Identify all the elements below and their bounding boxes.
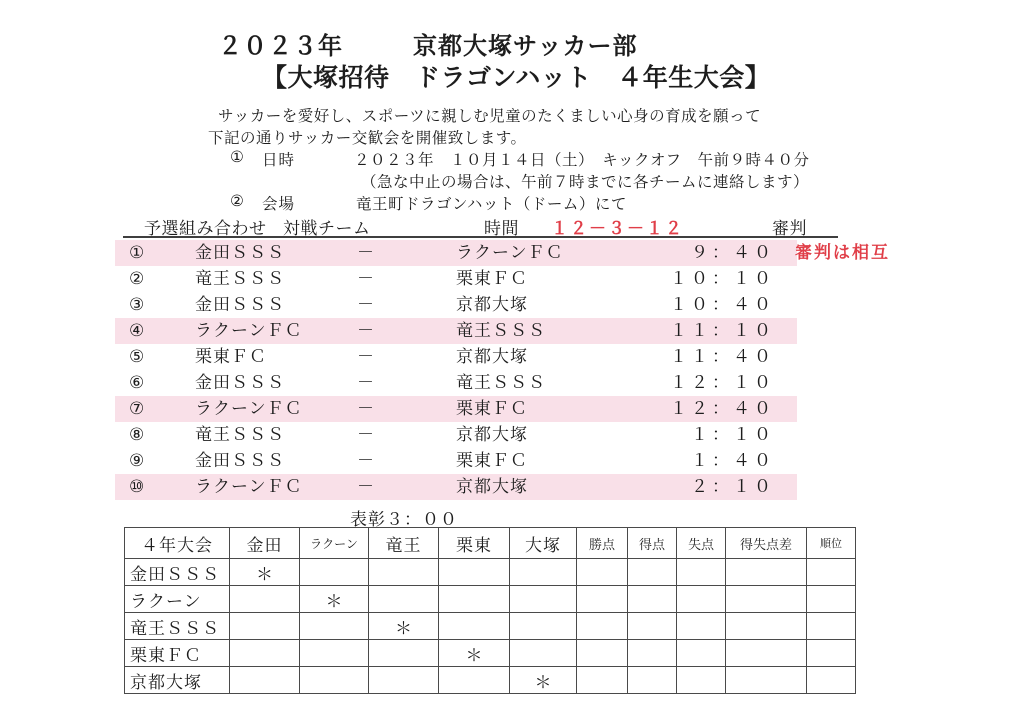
awards-time: 表彰３：００ [350, 510, 458, 529]
standings-header-cell: 勝点 [577, 528, 628, 559]
standings-row [125, 640, 856, 667]
home-team: 金田ＳＳＳ [195, 243, 285, 262]
info-2-number: ② [230, 193, 244, 210]
match-number: ⑨ [129, 451, 145, 470]
standings-cell [230, 640, 300, 667]
standings-cell [677, 586, 726, 613]
schedule-time-code: １２－３－１２ [551, 219, 684, 238]
standings-cell [628, 667, 677, 694]
standings-cell [628, 613, 677, 640]
standings-team-cell: 竜王ＳＳＳ [125, 613, 230, 640]
standings-header-cell: 栗東 [439, 528, 510, 559]
standings-cell [677, 613, 726, 640]
match-row [115, 448, 797, 474]
standings-team-cell: 栗東ＦＣ [125, 640, 230, 667]
title-subtitle: 【大塚招待 ドラゴンハット ４年生大会】 [262, 65, 771, 92]
standings-header-cell: 得失点差 [726, 528, 807, 559]
standings-cell [439, 667, 510, 694]
match-number: ⑦ [129, 399, 145, 418]
away-team: 京都大塚 [456, 295, 528, 314]
schedule-header-referee: 審判 [772, 219, 807, 238]
standings-cell [577, 640, 628, 667]
match-time: １：４０ [691, 451, 775, 470]
match-row [115, 318, 797, 344]
standings-cell [510, 586, 577, 613]
standings-header-cell: ４年大会 [125, 528, 230, 559]
vs-dash: － [357, 243, 374, 262]
standings-cell [510, 640, 577, 667]
standings-header-row [125, 528, 856, 559]
standings-cell [726, 613, 807, 640]
standings-cell [577, 667, 628, 694]
standings-team-cell: 京都大塚 [125, 667, 230, 694]
match-time: １２：４０ [670, 399, 775, 418]
standings-cell [807, 640, 856, 667]
away-team: 栗東ＦＣ [456, 399, 528, 418]
referee-note: 審判は相互 [795, 243, 890, 262]
match-number: ① [129, 243, 145, 262]
standings-cell [807, 613, 856, 640]
info-1-label: 日時 [262, 152, 296, 169]
standings-cell: ＊ [510, 667, 577, 694]
home-team: 竜王ＳＳＳ [195, 269, 285, 288]
home-team: 金田ＳＳＳ [195, 451, 285, 470]
away-team: 京都大塚 [456, 477, 528, 496]
info-1-text: ２０２３年 １０月１４日（土） キックオフ 午前９時４０分 [354, 152, 810, 169]
standings-cell [726, 667, 807, 694]
match-time: ２：１０ [691, 477, 775, 496]
match-number: ⑩ [129, 477, 145, 496]
standings-cell [230, 667, 300, 694]
home-team: 金田ＳＳＳ [195, 373, 285, 392]
title-year: ２０２３年 [218, 34, 343, 60]
away-team: 京都大塚 [456, 425, 528, 444]
vs-dash: － [357, 399, 374, 418]
standings-cell [577, 586, 628, 613]
away-team: 竜王ＳＳＳ [456, 321, 546, 340]
standings-cell [677, 559, 726, 586]
info-2-text: 竜王町ドラゴンハット（ドーム）にて [356, 196, 627, 213]
standings-header-cell: 失点 [677, 528, 726, 559]
match-row [115, 474, 797, 500]
standings-row [125, 667, 856, 694]
match-time: １１：４０ [670, 347, 775, 366]
standings-cell [628, 640, 677, 667]
vs-dash: － [357, 425, 374, 444]
standings-header-cell: 金田 [230, 528, 300, 559]
match-number: ③ [129, 295, 145, 314]
standings-cell [577, 559, 628, 586]
standings-cell [510, 559, 577, 586]
standings-header-cell: 竜王 [369, 528, 439, 559]
standings-cell [369, 667, 439, 694]
standings-cell [726, 586, 807, 613]
match-row [115, 422, 797, 448]
match-time: １０：４０ [670, 295, 775, 314]
standings-cell [807, 667, 856, 694]
match-time: １０：１０ [670, 269, 775, 288]
match-row [115, 292, 797, 318]
info-1-note: （急な中止の場合は、午前７時までに各チームに連絡します） [361, 174, 810, 191]
match-row [115, 240, 797, 266]
schedule-header-time: 時間 [484, 219, 519, 238]
standings-header-cell: 大塚 [510, 528, 577, 559]
match-row [115, 370, 797, 396]
vs-dash: － [357, 477, 374, 496]
away-team: 京都大塚 [456, 347, 528, 366]
standings-cell [510, 613, 577, 640]
match-time: １２：１０ [670, 373, 775, 392]
vs-dash: － [357, 451, 374, 470]
standings-header-cell: ラクーン [300, 528, 369, 559]
home-team: ラクーンＦＣ [195, 321, 303, 340]
standings-cell [369, 640, 439, 667]
vs-dash: － [357, 321, 374, 340]
standings-team-cell: ラクーン [125, 586, 230, 613]
intro-line-1: サッカーを愛好し、スポーツに親しむ児童のたくましい心身の育成を願って [218, 108, 762, 125]
standings-row [125, 559, 856, 586]
vs-dash: － [357, 269, 374, 288]
match-row [115, 266, 797, 292]
home-team: 栗東ＦＣ [195, 347, 267, 366]
schedule-header [123, 214, 838, 238]
home-team: ラクーンＦＣ [195, 477, 303, 496]
standings-cell [439, 613, 510, 640]
standings-header-cell: 順位 [807, 528, 856, 559]
away-team: ラクーンＦＣ [456, 243, 564, 262]
match-row [115, 396, 797, 422]
standings-cell: ＊ [369, 613, 439, 640]
match-row [115, 344, 797, 370]
match-number: ⑤ [129, 347, 145, 366]
info-1-number: ① [230, 149, 244, 166]
standings-cell: ＊ [300, 586, 369, 613]
away-team: 竜王ＳＳＳ [456, 373, 546, 392]
schedule-rows [115, 240, 797, 500]
standings-team-cell: 金田ＳＳＳ [125, 559, 230, 586]
match-time: ９：４０ [691, 243, 775, 262]
standings-cell [300, 640, 369, 667]
intro-line-2: 下記の通りサッカー交歓会を開催致します。 [208, 130, 527, 147]
schedule-header-teams: 対戦チーム [283, 219, 371, 238]
standings-table [124, 527, 856, 694]
home-team: 竜王ＳＳＳ [195, 425, 285, 444]
home-team: 金田ＳＳＳ [195, 295, 285, 314]
title-club: 京都大塚サッカー部 [413, 34, 638, 60]
standings-cell [369, 559, 439, 586]
standings-cell [577, 613, 628, 640]
standings-cell [628, 586, 677, 613]
standings-cell [677, 640, 726, 667]
info-2-label: 会場 [262, 196, 296, 213]
match-number: ⑧ [129, 425, 145, 444]
standings-cell [677, 667, 726, 694]
standings-cell [300, 613, 369, 640]
standings-cell: ＊ [230, 559, 300, 586]
match-number: ④ [129, 321, 145, 340]
standings-cell [726, 640, 807, 667]
standings-cell [300, 559, 369, 586]
match-time: １１：１０ [670, 321, 775, 340]
standings-cell: ＊ [439, 640, 510, 667]
vs-dash: － [357, 295, 374, 314]
match-number: ② [129, 269, 145, 288]
match-time: １：１０ [691, 425, 775, 444]
match-number: ⑥ [129, 373, 145, 392]
standings-row [125, 586, 856, 613]
standings-header-cell: 得点 [628, 528, 677, 559]
standings-cell [369, 586, 439, 613]
standings-cell [439, 586, 510, 613]
standings-cell [807, 559, 856, 586]
standings-cell [439, 559, 510, 586]
standings-cell [230, 586, 300, 613]
vs-dash: － [357, 373, 374, 392]
standings-cell [230, 613, 300, 640]
schedule-header-matchup: 予選組み合わせ [144, 219, 267, 238]
standings-cell [726, 559, 807, 586]
away-team: 栗東ＦＣ [456, 451, 528, 470]
standings-cell [628, 559, 677, 586]
vs-dash: － [357, 347, 374, 366]
home-team: ラクーンＦＣ [195, 399, 303, 418]
standings-cell [300, 667, 369, 694]
standings-cell [807, 586, 856, 613]
away-team: 栗東ＦＣ [456, 269, 528, 288]
standings-row [125, 613, 856, 640]
